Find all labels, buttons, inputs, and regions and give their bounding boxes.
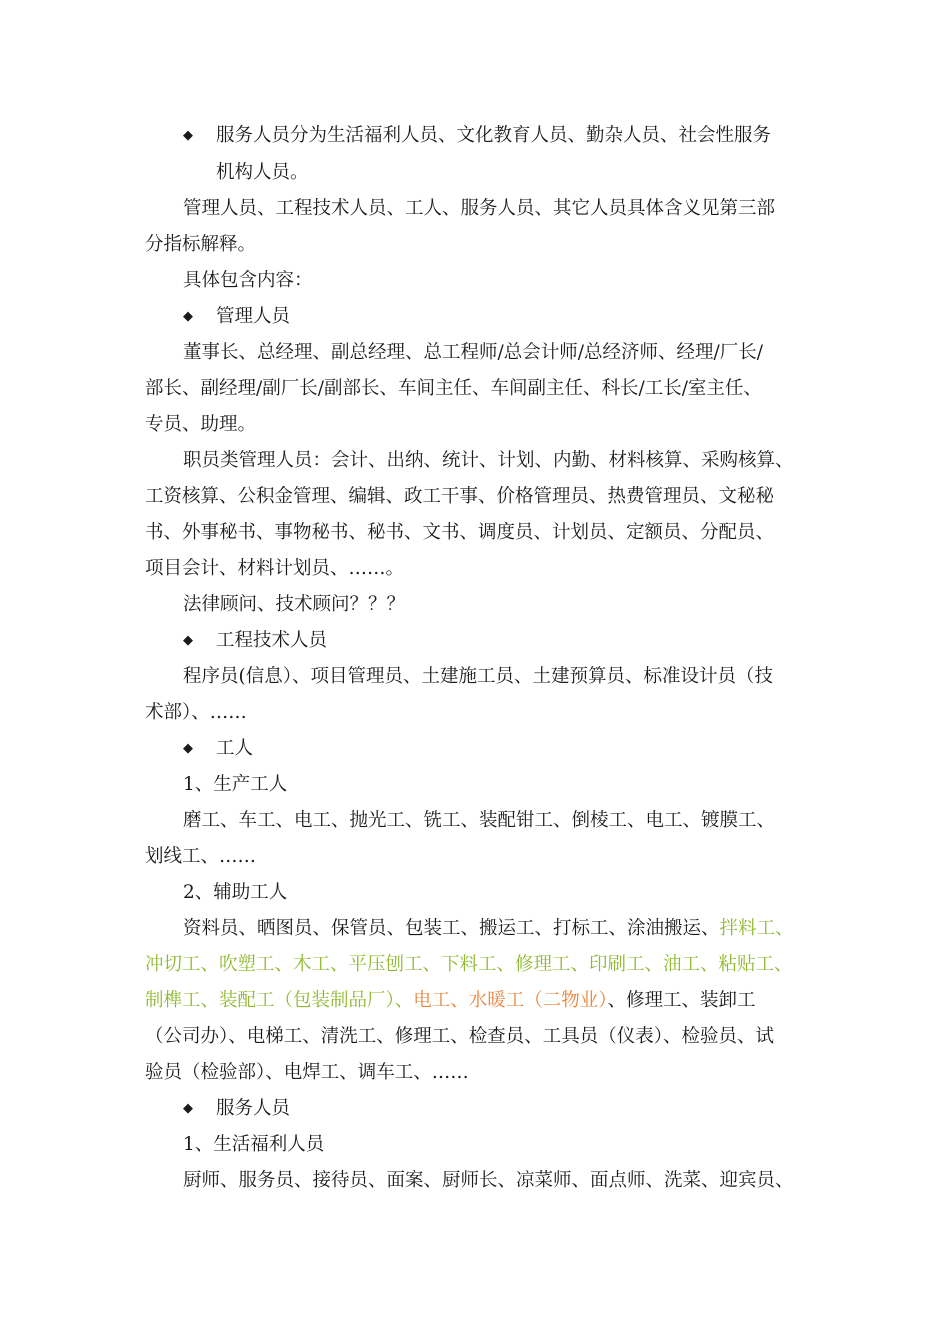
- paragraph-line: 具体包含内容：: [183, 270, 313, 291]
- paragraph-line: 部长、副经理/副厂长/副部长、车间主任、车间副主任、科长/工长/室主任、: [145, 378, 762, 399]
- paragraph-line: 磨工、车工、电工、抛光工、铣工、装配钳工、倒棱工、电工、镀膜工、: [183, 810, 776, 831]
- highlighted-text-orange: 电工、水暖工（二物业）: [413, 990, 608, 1011]
- bullet-heading: 服务人员: [216, 1098, 291, 1119]
- paragraph-line: 验员（检验部）、电焊工、调车工、……: [145, 1062, 469, 1083]
- bullet-item-service-staff: [183, 124, 771, 148]
- paragraph-line: 术部）、……: [145, 702, 247, 723]
- text-segment: 、修理工、装卸工: [607, 990, 756, 1011]
- paragraph-line: 专员、助理。: [145, 414, 257, 435]
- paragraph-text: 服务人员分为生活福利人员、文化教育人员、勤杂人员、社会性服务: [216, 125, 772, 146]
- paragraph-line: [183, 917, 794, 941]
- bullet-item-management: [183, 305, 290, 329]
- paragraph-line: 程序员(信息）、项目管理员、土建施工员、土建预算员、标准设计员（技: [183, 666, 773, 687]
- paragraph-line: 分指标解释。: [145, 234, 257, 255]
- paragraph-line: 董事长、总经理、副总经理、总工程师/总会计师/总经济师、经理/厂长/: [183, 342, 763, 363]
- subheading-production-workers: 1、生产工人: [183, 774, 288, 795]
- text-segment: 资料员、晒图员、保管员、包装工、搬运工、打标工、涂油搬运、: [183, 918, 720, 939]
- subheading-auxiliary-workers: 2、辅助工人: [183, 882, 288, 903]
- bullet-item-service: [183, 1097, 290, 1121]
- bullet-heading: 工程技术人员: [216, 630, 328, 651]
- paragraph-line: 职员类管理人员：会计、出纳、统计、计划、内勤、材料核算、采购核算、: [183, 450, 794, 471]
- paragraph-line: 法律顾问、技术顾问？？？: [183, 594, 406, 615]
- bullet-item-workers: [183, 737, 253, 761]
- paragraph-line: 管理人员、工程技术人员、工人、服务人员、其它人员具体含义见第三部: [183, 198, 776, 219]
- highlighted-text-green: 拌料工、: [719, 918, 794, 939]
- paragraph-line: 工资核算、公积金管理、编辑、政工干事、价格管理员、热费管理员、文秘秘: [145, 486, 775, 507]
- diamond-bullet-icon: ◆: [183, 1101, 193, 1116]
- paragraph-line: [145, 989, 756, 1013]
- diamond-bullet-icon: ◆: [183, 741, 193, 756]
- paragraph-line: 机构人员。: [216, 162, 309, 183]
- paragraph-line: 书、外事秘书、事物秘书、秘书、文书、调度员、计划员、定额员、分配员、: [145, 522, 775, 543]
- diamond-bullet-icon: ◆: [183, 309, 193, 324]
- diamond-bullet-icon: ◆: [183, 633, 193, 648]
- paragraph-line: 厨师、服务员、接待员、面案、厨师长、凉菜师、面点师、洗菜、迎宾员、: [183, 1170, 794, 1191]
- paragraph-line: 项目会计、材料计划员、……。: [145, 558, 405, 579]
- bullet-item-engineering: [183, 629, 327, 653]
- diamond-bullet-icon: ◆: [183, 128, 193, 143]
- paragraph-line: （公司办）、电梯工、清洗工、修理工、检查员、工具员（仪表）、检验员、试: [145, 1026, 775, 1047]
- subheading-welfare-staff: 1、生活福利人员: [183, 1134, 325, 1155]
- highlighted-text-green: 制榫工、装配工（包装制品厂）、: [145, 990, 414, 1011]
- bullet-heading: 工人: [216, 738, 254, 759]
- highlighted-line-green: 冲切工、吹塑工、木工、平压刨工、下料工、修理工、印刷工、油工、粘贴工、: [145, 954, 793, 975]
- bullet-heading: 管理人员: [216, 306, 291, 327]
- paragraph-line: 划线工、……: [145, 846, 257, 867]
